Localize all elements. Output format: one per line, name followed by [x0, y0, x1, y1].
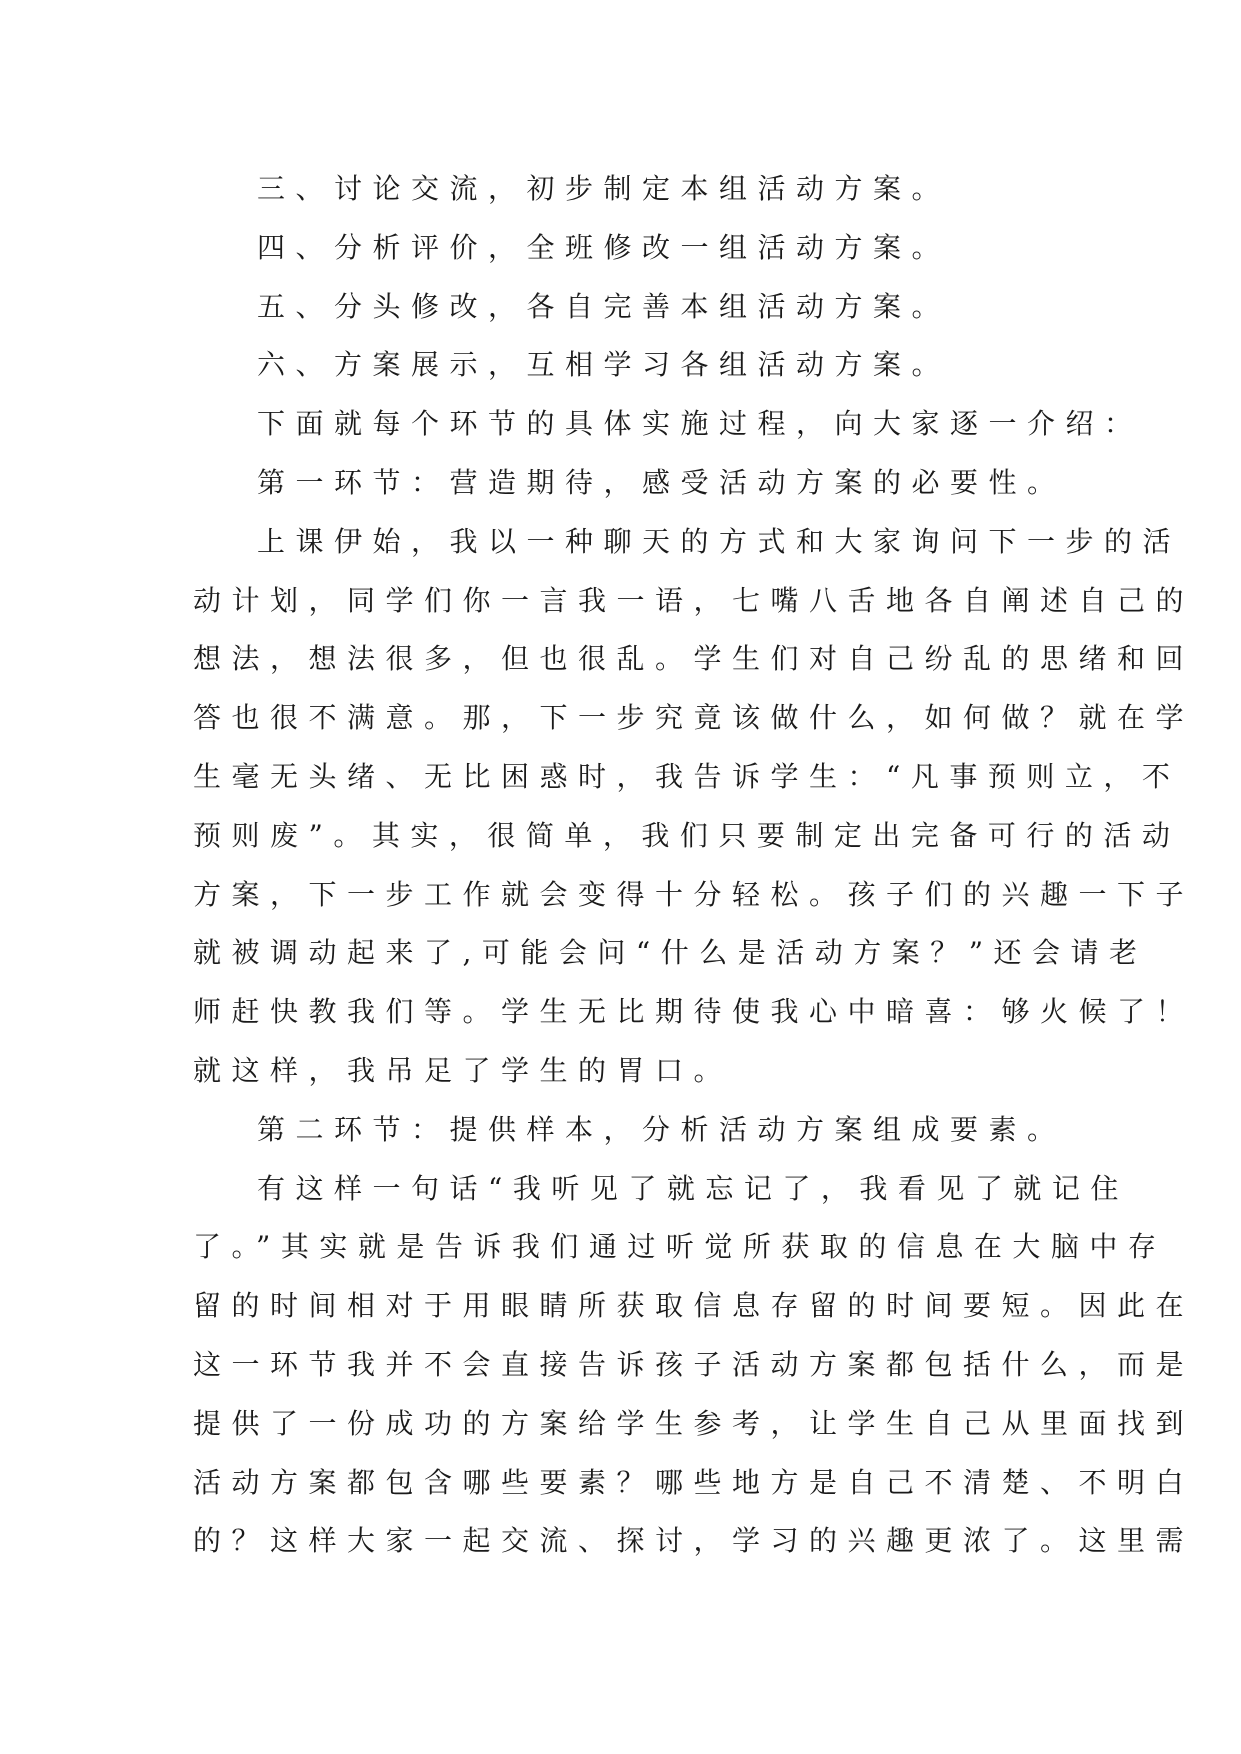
paragraph-line: 上课伊始，我以一种聊天的方式和大家询问下一步的活 [257, 524, 1182, 558]
paragraph-line: 这一环节我并不会直接告诉孩子活动方案都包括什么，而是 [193, 1347, 1195, 1381]
paragraph-line: 就这样，我吊足了学生的胃口。 [193, 1053, 733, 1087]
paragraph-line: 想法，想法很多，但也很乱。学生们对自己纷乱的思绪和回 [193, 642, 1195, 676]
list-item-step-5: 五、分头修改，各自完善本组活动方案。 [257, 289, 951, 323]
paragraph-line: 就被调动起来了,可能会问“什么是活动方案？”还会请老 [193, 936, 1148, 970]
list-item-step-6: 六、方案展示，互相学习各组活动方案。 [257, 348, 951, 382]
section-heading-1: 第一环节：营造期待，感受活动方案的必要性。 [257, 465, 1066, 499]
paragraph-line: 留的时间相对于用眼睛所获取信息存留的时间要短。因此在 [193, 1289, 1195, 1323]
paragraph-line: 有这样一句话“我听见了就忘记了，我看见了就记住 [257, 1171, 1129, 1205]
paragraph-line: 提供了一份成功的方案给学生参考，让学生自己从里面找到 [193, 1406, 1195, 1440]
paragraph-line: 方案，下一步工作就会变得十分轻松。孩子们的兴趣一下子 [193, 877, 1195, 911]
list-item-step-3: 三、讨论交流，初步制定本组活动方案。 [257, 172, 951, 205]
list-item-step-4: 四、分析评价，全班修改一组活动方案。 [257, 230, 951, 264]
paragraph-line: 动计划，同学们你一言我一语，七嘴八舌地各自阐述自己的 [193, 583, 1195, 617]
paragraph-line: 了。”其实就是告诉我们通过听觉所获取的信息在大脑中存 [193, 1230, 1167, 1264]
paragraph-line: 生毫无头绪、无比困惑时，我告诉学生：“凡事预则立，不 [193, 759, 1181, 793]
section-heading-2: 第二环节：提供样本，分析活动方案组成要素。 [257, 1112, 1066, 1146]
paragraph-line: 的？这样大家一起交流、探讨，学习的兴趣更浓了。这里需 [193, 1524, 1195, 1558]
paragraph-line: 答也很不满意。那，下一步究竟该做什么，如何做？就在学 [193, 701, 1195, 735]
paragraph-line: 活动方案都包含哪些要素？哪些地方是自己不清楚、不明白 [193, 1465, 1195, 1499]
paragraph-line: 师赶快教我们等。学生无比期待使我心中暗喜：够火候了！ [193, 995, 1195, 1029]
paragraph-line: 预则废”。其实，很简单，我们只要制定出完备可行的活动 [193, 818, 1181, 852]
document-body [193, 160, 1195, 1571]
intro-paragraph: 下面就每个环节的具体实施过程，向大家逐一介绍： [257, 407, 1143, 441]
